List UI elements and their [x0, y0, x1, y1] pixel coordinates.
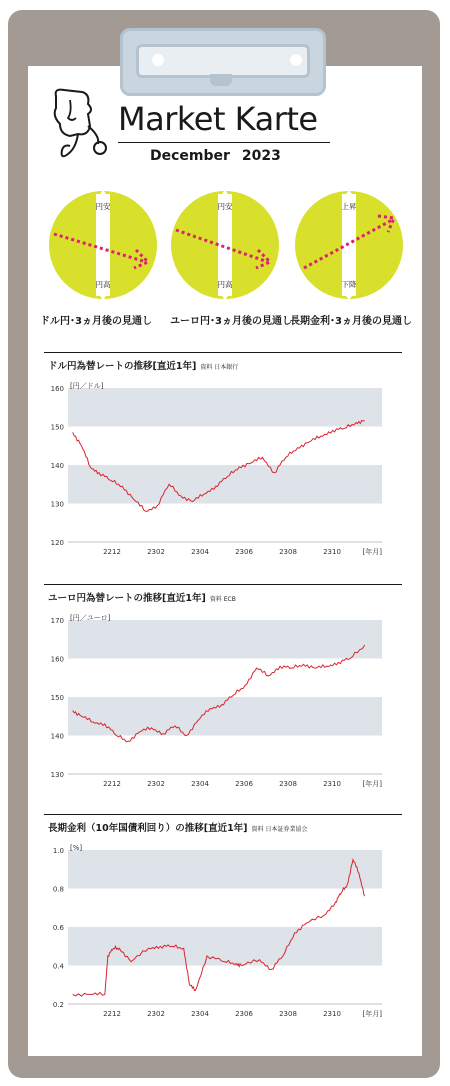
eurjpy-y-tick: 160 [50, 655, 64, 664]
usdjpy-period: [直近1年] [152, 361, 197, 372]
usdjpy-x-tick: 2310 [323, 548, 341, 556]
clip-tab [210, 74, 232, 86]
eurjpy-x-tick: 2310 [323, 780, 341, 788]
eurjpy-dial-bottom: 円高 [217, 280, 233, 289]
jgb-unit-label: [%] [70, 844, 83, 852]
jgb-period: [直近1年] [203, 823, 248, 834]
usdjpy-x-tick: 2302 [147, 548, 165, 556]
eurjpy-x-tick: 2212 [103, 780, 121, 788]
usdjpy-x-tick: 2304 [191, 548, 209, 556]
usdjpy-x-tick: 2212 [103, 548, 121, 556]
eurjpy-unit-label: [円／ユーロ] [70, 614, 111, 622]
usdjpy-dial-top: 円安 [95, 202, 111, 211]
usdjpy-x-tick: 2306 [235, 548, 253, 556]
eurjpy-x-tick: 2302 [147, 780, 165, 788]
jgb-band-0 [68, 850, 382, 889]
eurjpy-x-unit: [年月] [362, 780, 382, 788]
issue-month: December [150, 148, 230, 164]
eurjpy-band-0 [68, 620, 382, 659]
jgb-source: 資料 日本証券業協会 [251, 826, 308, 833]
eurjpy-y-tick: 150 [50, 694, 64, 702]
jgb-title-text: 長期金利（10年国債利回り）の推移 [48, 823, 204, 834]
jgb-dial-bottom: 下降 [341, 280, 357, 289]
eurjpy-outlook-dial [170, 190, 280, 300]
title-divider [118, 142, 330, 143]
usdjpy-y-tick: 150 [50, 423, 64, 432]
eurjpy-outlook-caption: ユーロ円･3ヵ月後の見通し [170, 316, 292, 327]
jgb-chart-title [48, 820, 307, 834]
usdjpy-section-rule [44, 352, 402, 353]
clip-hole-left [152, 54, 164, 66]
eurjpy-x-tick: 2308 [279, 780, 297, 788]
eurjpy-y-tick: 170 [50, 617, 64, 625]
eurjpy-period: [直近1年] [162, 593, 206, 604]
jgb-y-tick: 0.6 [52, 924, 64, 932]
jgb-x-unit: [年月] [362, 1010, 382, 1018]
jgb-x-tick: 2212 [103, 1010, 121, 1018]
usdjpy-band-0 [68, 388, 382, 427]
jgb-dial-top: 上昇 [341, 202, 357, 211]
jgb-y-tick: 1.0 [52, 847, 64, 855]
issue-date [150, 148, 281, 164]
doctor-stethoscope-icon [48, 86, 114, 166]
jgb-line-chart [40, 838, 390, 1020]
issue-year: 2023 [241, 148, 281, 164]
usdjpy-line-chart [40, 376, 390, 558]
jgb-x-tick: 2302 [147, 1010, 165, 1018]
eurjpy-dial-top: 円安 [217, 202, 233, 211]
jgb-y-tick: 0.8 [52, 885, 64, 894]
eurjpy-title-text: ユーロ円為替レートの推移 [48, 593, 163, 604]
usdjpy-x-tick: 2308 [279, 548, 297, 556]
usdjpy-source: 資料 日本銀行 [200, 364, 239, 371]
jgb-x-tick: 2304 [191, 1010, 209, 1018]
jgb-outlook-caption: 長期金利･3ヵ月後の見通し [290, 316, 412, 327]
jgb-x-tick: 2306 [235, 1010, 253, 1018]
clip-hole-right [290, 54, 302, 66]
usdjpy-y-tick: 130 [50, 500, 64, 509]
usdjpy-dial-bottom: 円高 [95, 280, 111, 289]
jgb-outlook-dial [294, 190, 404, 300]
eurjpy-x-tick: 2304 [191, 780, 209, 788]
usdjpy-chart-title [48, 358, 238, 372]
jgb-y-tick: 0.2 [52, 1001, 64, 1009]
usdjpy-outlook-caption: ドル円･3ヵ月後の見通し [40, 316, 152, 327]
jgb-x-tick: 2310 [323, 1010, 341, 1018]
eurjpy-line-chart [40, 608, 390, 790]
eurjpy-chart-title [48, 590, 236, 604]
usdjpy-y-tick: 140 [50, 462, 64, 470]
usdjpy-outlook-dial [48, 190, 158, 300]
usdjpy-y-tick: 120 [50, 539, 64, 547]
eurjpy-y-tick: 130 [50, 771, 64, 779]
eurjpy-y-tick: 140 [50, 732, 64, 741]
jgb-section-rule [44, 814, 402, 815]
eurjpy-section-rule [44, 584, 402, 585]
usdjpy-y-tick: 160 [50, 385, 64, 393]
usdjpy-x-unit: [年月] [362, 548, 382, 556]
usdjpy-unit-label: [円／ドル] [70, 382, 104, 390]
usdjpy-title-text: ドル円為替レートの推移 [48, 361, 153, 372]
eurjpy-x-tick: 2306 [235, 780, 253, 788]
jgb-y-tick: 0.4 [52, 962, 64, 971]
app-title: Market Karte [118, 100, 318, 138]
usdjpy-band-1 [68, 465, 382, 504]
eurjpy-source: 資料 ECB [209, 596, 236, 603]
jgb-x-tick: 2308 [279, 1010, 297, 1018]
